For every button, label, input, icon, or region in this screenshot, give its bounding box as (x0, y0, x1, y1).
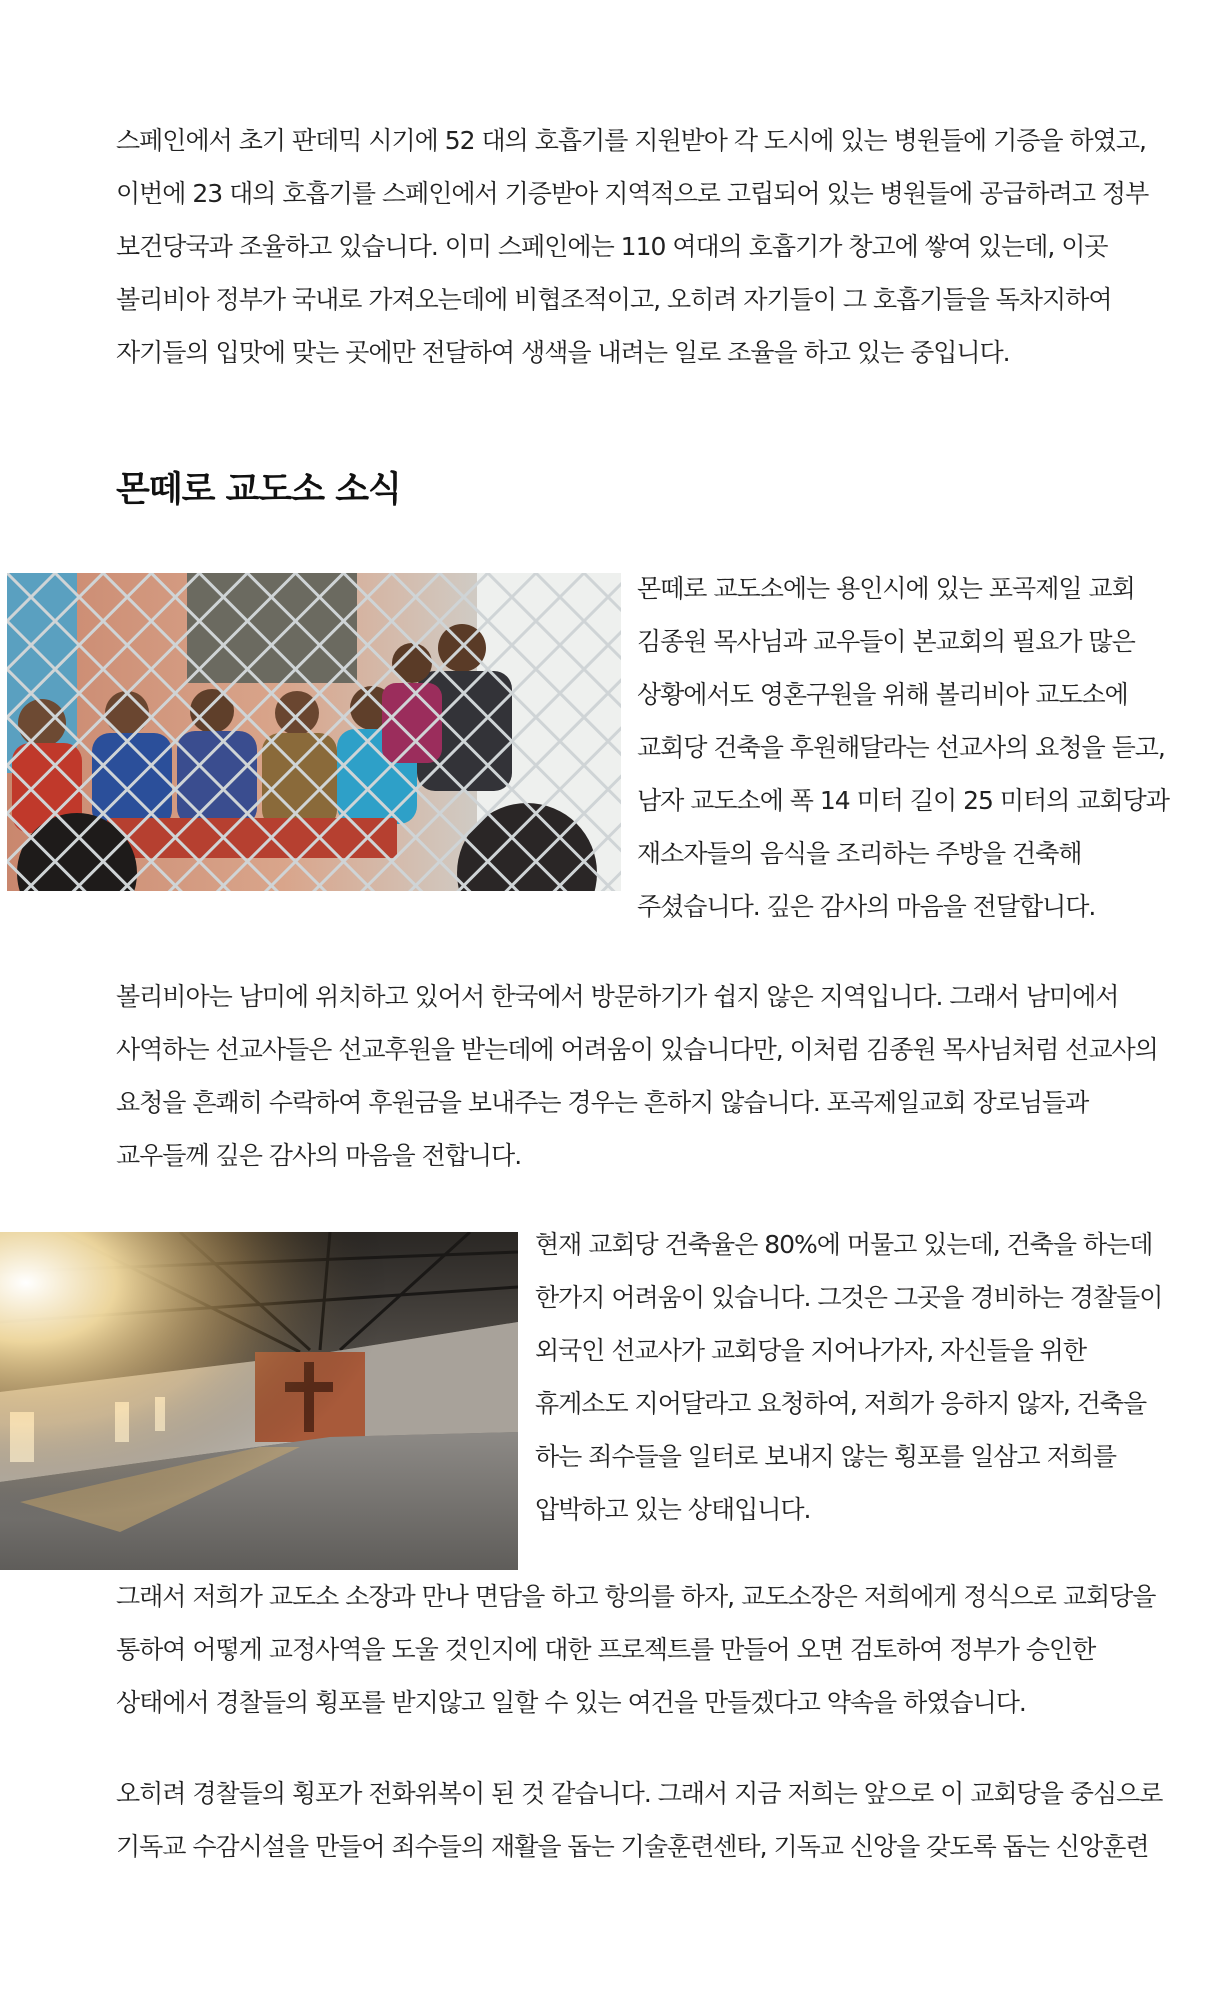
text-line: 교회당 건축을 후원해달라는 선교사의 요청을 듣고, (637, 733, 1165, 762)
text-line: 압박하고 있는 상태입니다. (535, 1495, 811, 1524)
text-line: 오히려 경찰들의 횡포가 전화위복이 된 것 같습니다. 그래서 지금 저희는 앞으로 이 교회당을 중심으로 (116, 1779, 1163, 1808)
text-line: 교우들께 깊은 감사의 마음을 전합니다. (116, 1141, 522, 1170)
text-line: 상태에서 경찰들의 횡포를 받지않고 일할 수 있는 여건을 만들겠다고 약속을 하였습니다. (116, 1688, 1026, 1717)
intro-paragraph (116, 114, 1148, 379)
text-line: 상황에서도 영혼구원을 위해 볼리비아 교도소에 (637, 680, 1128, 709)
text-line: 자기들의 입맛에 맞는 곳에만 전달하여 생색을 내려는 일로 조율을 하고 있는 중입니다. (116, 338, 1010, 367)
church-interior-rendering (0, 1232, 518, 1570)
text-line: 기독교 수감시설을 만들어 죄수들의 재활을 돕는 기술훈련센타, 기독교 신앙을 갖도록 돕는 신앙훈련 (116, 1832, 1149, 1861)
bolivia-paragraph (116, 970, 1158, 1182)
section-title: 몬떼로 교도소 소식 (116, 470, 401, 510)
text-line: 이번에 23 대의 호흡기를 스페인에서 기증받아 지역적으로 고립되어 있는 병원들에 공급하려고 정부 (116, 179, 1149, 208)
closing-paragraph (116, 1767, 1162, 1873)
text-line: 주셨습니다. 깊은 감사의 마음을 전달합니다. (637, 892, 1096, 921)
prison-meeting-photo (7, 573, 621, 891)
text-line: 스페인에서 초기 판데믹 시기에 52 대의 호흡기를 지원받아 각 도시에 있는 병원들에 기증을 하였고, (116, 126, 1146, 155)
text-line: 하는 죄수들을 일터로 보내지 않는 횡포를 일삼고 저희를 (535, 1442, 1117, 1471)
construction-paragraph (535, 1218, 1162, 1536)
text-line: 김종원 목사님과 교우들이 본교회의 필요가 많은 (637, 627, 1135, 656)
text-line: 남자 교도소에 폭 14 미터 길이 25 미터의 교회당과 (637, 786, 1169, 815)
text-line: 보건당국과 조율하고 있습니다. 이미 스페인에는 110 여대의 호흡기가 창고에 쌓여 있는데, 이곳 (116, 232, 1108, 261)
text-line: 요청을 흔쾌히 수락하여 후원금을 보내주는 경우는 흔하지 않습니다. 포곡제일교회 장로님들과 (116, 1088, 1089, 1117)
text-line: 외국인 선교사가 교회당을 지어나가자, 자신들을 위한 (535, 1336, 1086, 1365)
text-line: 현재 교회당 건축율은 80%에 머물고 있는데, 건축을 하는데 (535, 1230, 1153, 1259)
text-line: 볼리비아는 남미에 위치하고 있어서 한국에서 방문하기가 쉽지 않은 지역입니다. 그래서 남미에서 (116, 982, 1119, 1011)
text-line: 볼리비아 정부가 국내로 가져오는데에 비협조적이고, 오히려 자기들이 그 호흡기들을 독차지하여 (116, 285, 1112, 314)
text-line: 한가지 어려움이 있습니다. 그것은 그곳을 경비하는 경찰들이 (535, 1283, 1163, 1312)
text-line: 휴게소도 지어달라고 요청하여, 저희가 응하지 않자, 건축을 (535, 1389, 1147, 1418)
text-line: 그래서 저희가 교도소 소장과 만나 면담을 하고 항의를 하자, 교도소장은 저희에게 정식으로 교회당을 (116, 1582, 1156, 1611)
text-line: 재소자들의 음식을 조리하는 주방을 건축해 (637, 839, 1082, 868)
text-line: 통하여 어떻게 교정사역을 도울 것인지에 대한 프로젝트를 만들어 오면 검토하여 정부가 승인한 (116, 1635, 1096, 1664)
prison-paragraph (637, 562, 1169, 933)
meeting-paragraph (116, 1570, 1155, 1729)
text-line: 사역하는 선교사들은 선교후원을 받는데에 어려움이 있습니다만, 이처럼 김종원 목사님처럼 선교사의 (116, 1035, 1158, 1064)
text-line: 몬떼로 교도소에는 용인시에 있는 포곡제일 교회 (637, 574, 1135, 603)
